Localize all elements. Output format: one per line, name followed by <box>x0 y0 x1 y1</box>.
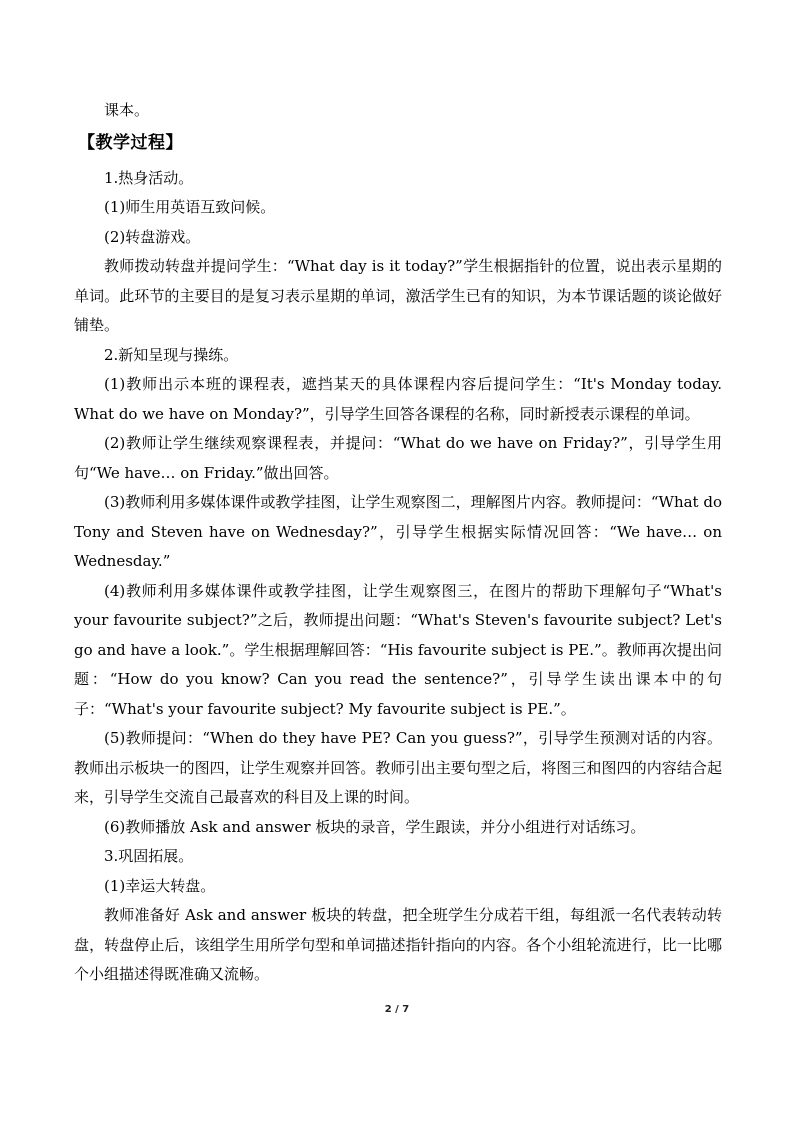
paragraph-step-2: (2)教师让学生继续观察课程表，并提问：“What do we have on Friday?”，引导学生用句“We have… on Friday.”做出回答。 <box>74 434 722 482</box>
page-number: 2 / 7 <box>384 1004 410 1015</box>
paragraph-spinner-game: (2)转盘游戏。 <box>104 227 201 246</box>
paragraph-lucky-wheel-description: 教师准备好 Ask and answer 板块的转盘，把全班学生分成若干组，每组派一名代表转动转盘，转盘停止后，该组学生用所学句型和单词描述指针指向的内容。各个小组轮流进行，比一比哪个小组描述得既准确又流畅。 <box>74 906 722 983</box>
paragraph-step-3: (3)教师利用多媒体课件或教学挂图，让学生观察图二，理解图片内容。教师提问：“What do Tony and Steven have on Wednesday?”，引导学生根据实际情况回答：“We have… on Wednesday.” <box>74 493 722 570</box>
paragraph-warmup-heading: 1.热身活动。 <box>104 168 194 187</box>
document-body <box>74 96 722 990</box>
paragraph-step-5: (5)教师提问：“When do they have PE? Can you guess?”，引导学生预测对话的内容。教师出示板块一的图四，让学生观察并回答。教师引出主要句型之后，将图三和图四的内容结合起来，引导学生交流自己最喜欢的科目及上课的时间。 <box>74 729 722 806</box>
paragraph-step-1: (1)教师出示本班的课程表，遮挡某天的具体课程内容后提问学生：“It's Monday today. What do we have on Monday?”，引导学生回答各课程的名称，同时新授表示课程的单词。 <box>74 375 722 423</box>
paragraph-new-knowledge-heading: 2.新知呈现与操练。 <box>104 345 239 364</box>
paragraph-step-6: (6)教师播放 Ask and answer 板块的录音，学生跟读，并分小组进行对话练习。 <box>104 817 646 836</box>
paragraph-greeting: (1)师生用英语互致问候。 <box>104 198 276 216</box>
paragraph-step-4: (4)教师利用多媒体课件或教学挂图，让学生观察图三，在图片的帮助下理解句子“What's your favourite subject?”之后，教师提出问题：“What's Steven's favourite subject? Let's go and have a look.”。学生根据理解回答：“His favourite subject is PE.”。教师再次提出问题：“How do you know? Can you read the sentence?”，引导学生读出课本中的句子：“What's your favourite subject? My favourite subject is PE.”。 <box>74 581 722 718</box>
paragraph-spinner-description: 教师拨动转盘并提问学生：“What day is it today?”学生根据指针的位置，说出表示星期的单词。此环节的主要目的是复习表示星期的单词，激活学生已有的知识，为本节课话题的谈论做好铺垫。 <box>74 257 722 334</box>
paragraph-consolidation-heading: 3.巩固拓展。 <box>104 847 194 865</box>
section-title: 【教学过程】 <box>78 132 183 153</box>
paragraph-lucky-wheel: (1)幸运大转盘。 <box>104 876 216 895</box>
continuation-line: 课本。 <box>104 101 150 119</box>
